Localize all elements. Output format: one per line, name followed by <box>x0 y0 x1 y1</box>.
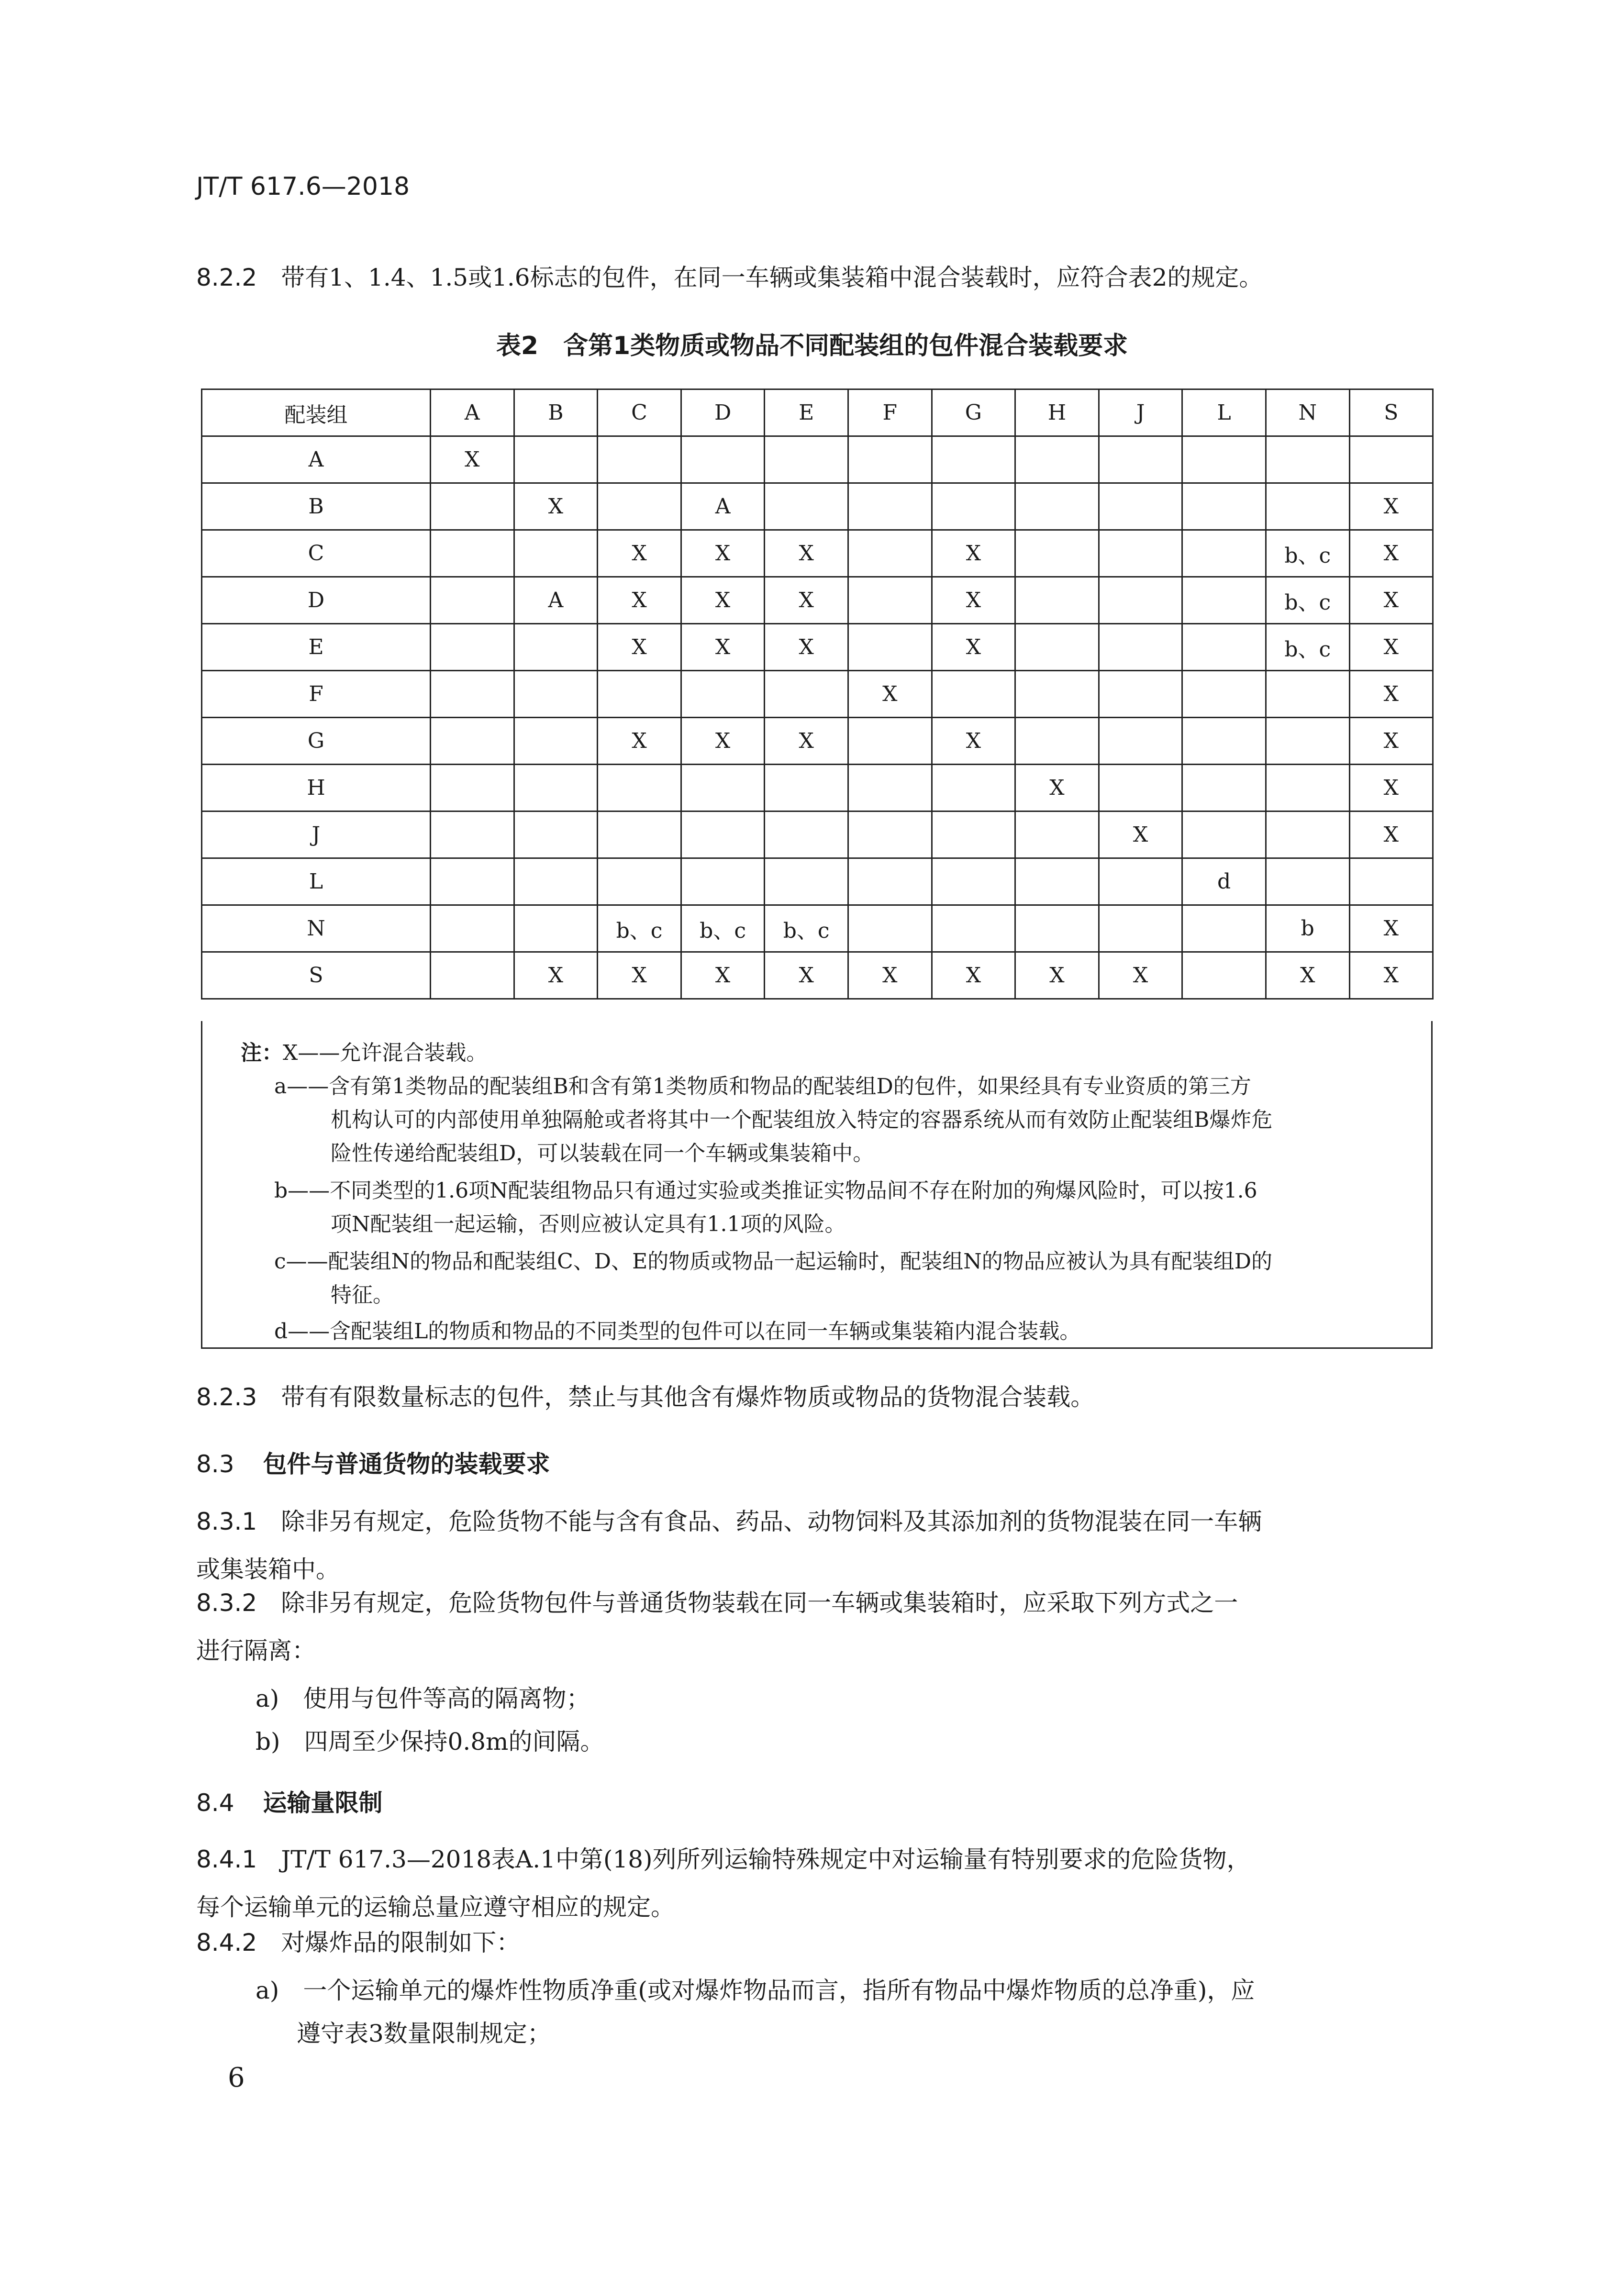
table-row <box>202 530 1433 577</box>
row-header: G <box>202 718 431 765</box>
table-row <box>202 811 1433 858</box>
table-cell <box>848 530 932 577</box>
table-cell <box>514 436 598 483</box>
table-cell <box>1266 436 1349 483</box>
table-cell <box>431 624 514 671</box>
table-cell <box>1099 718 1182 765</box>
table-cell: X <box>1266 952 1349 999</box>
table-cell <box>598 483 681 530</box>
table-cell: X <box>1349 624 1433 671</box>
clause-8-3-2-item-b: b) 四周至少保持0.8m的间隔。 <box>256 1728 604 1756</box>
table-cell <box>681 811 765 858</box>
table-cell <box>1015 718 1099 765</box>
table-cell <box>1099 624 1182 671</box>
column-header: G <box>932 389 1015 436</box>
table-cell <box>1015 905 1099 952</box>
table-cell: b、c <box>598 905 681 952</box>
table-cell <box>765 671 848 718</box>
table-cell <box>514 718 598 765</box>
column-header: N <box>1266 389 1349 436</box>
column-header: B <box>514 389 598 436</box>
table-cell <box>681 436 765 483</box>
table-cell: X <box>514 483 598 530</box>
table-cell <box>1015 671 1099 718</box>
clause-8-4-2-item-a-line2: 遵守表3数量限制规定； <box>297 2020 551 2047</box>
table-cell: X <box>932 624 1015 671</box>
note-a-line3: 险性传递给配装组D，可以装载在同一个车辆或集装箱中。 <box>331 1141 874 1166</box>
row-header: H <box>202 765 431 811</box>
table-cell: X <box>431 436 514 483</box>
table-cell <box>598 436 681 483</box>
table-cell: X <box>1349 905 1433 952</box>
table-cell <box>848 718 932 765</box>
table-cell <box>1182 952 1266 999</box>
table-cell <box>932 811 1015 858</box>
clause-8-3-2-item-a: a) 使用与包件等高的隔离物； <box>256 1685 590 1712</box>
note-c-line2: 特征。 <box>331 1283 394 1307</box>
table-cell <box>431 483 514 530</box>
table-cell <box>765 858 848 905</box>
table-cell <box>598 858 681 905</box>
note-b-line1: b——不同类型的1.6项N配装组物品只有通过实验或类推证实物品间不存在附加的殉爆风险时，可以按1.6 <box>274 1178 1257 1203</box>
table-row <box>202 765 1433 811</box>
row-header: J <box>202 811 431 858</box>
table-cell: X <box>765 718 848 765</box>
row-header: F <box>202 671 431 718</box>
table-cell: X <box>598 952 681 999</box>
table-cell <box>1349 436 1433 483</box>
table-cell: X <box>1349 765 1433 811</box>
table-cell <box>431 952 514 999</box>
table-cell <box>1182 671 1266 718</box>
table-cell: X <box>932 718 1015 765</box>
table-cell: A <box>681 483 765 530</box>
table-row <box>202 952 1433 999</box>
table-cell <box>1015 577 1099 624</box>
table-cell <box>1266 483 1349 530</box>
table-body <box>202 436 1433 999</box>
table-cell <box>1099 483 1182 530</box>
column-header: J <box>1099 389 1182 436</box>
row-header: S <box>202 952 431 999</box>
table-title: 表2 含第1类物质或物品不同配装组的包件混合装载要求 <box>496 332 1128 360</box>
table-cell <box>431 811 514 858</box>
table-cell <box>848 436 932 483</box>
table-cell: X <box>598 530 681 577</box>
table-cell <box>765 765 848 811</box>
table-row <box>202 671 1433 718</box>
table-cell <box>1015 483 1099 530</box>
table-cell: X <box>932 530 1015 577</box>
table-cell: b、c <box>1266 577 1349 624</box>
table-row <box>202 624 1433 671</box>
clause-8-4-2: 8.4.2 对爆炸品的限制如下： <box>196 1929 521 1956</box>
note-a-line2: 机构认可的内部使用单独隔舱或者将其中一个配装组放入特定的容器系统从而有效防止配装组B爆炸危 <box>331 1108 1273 1132</box>
table-cell: X <box>681 952 765 999</box>
table-cell <box>514 671 598 718</box>
table-cell: d <box>1182 858 1266 905</box>
table-cell: X <box>765 952 848 999</box>
table-cell: b、c <box>765 905 848 952</box>
table-cell <box>848 765 932 811</box>
row-header: D <box>202 577 431 624</box>
table-cell <box>1182 905 1266 952</box>
table-cell: X <box>681 530 765 577</box>
table-cell <box>681 858 765 905</box>
table-cell <box>431 858 514 905</box>
table-cell <box>1182 811 1266 858</box>
table-cell <box>431 905 514 952</box>
table-cell <box>1099 436 1182 483</box>
table-cell <box>681 765 765 811</box>
table-row <box>202 483 1433 530</box>
table-cell <box>1182 624 1266 671</box>
standard-code-header: JT/T 617.6—2018 <box>196 172 410 201</box>
table-cell <box>1182 718 1266 765</box>
table-cell <box>514 811 598 858</box>
row-header: N <box>202 905 431 952</box>
table-cell: X <box>765 577 848 624</box>
table-cell <box>1266 718 1349 765</box>
table-cell: X <box>1015 765 1099 811</box>
note-d-line1: d——含配装组L的物质和物品的不同类型的包件可以在同一车辆或集装箱内混合装载。 <box>274 1319 1081 1344</box>
table-cell <box>1182 765 1266 811</box>
table-row <box>202 718 1433 765</box>
table-cell <box>514 905 598 952</box>
table-cell <box>431 718 514 765</box>
table-cell: b、c <box>1266 530 1349 577</box>
table-cell <box>1266 671 1349 718</box>
table-cell <box>932 436 1015 483</box>
note-b-line2: 项N配装组一起运输，否则应被认定具有1.1项的风险。 <box>331 1212 846 1236</box>
note-c-line1: c——配装组N的物品和配装组C、D、E的物质或物品一起运输时，配装组N的物品应被认为具有配装组D的 <box>274 1249 1272 1274</box>
table-row <box>202 905 1433 952</box>
table-cell <box>848 483 932 530</box>
table-cell: X <box>598 624 681 671</box>
table-cell <box>932 858 1015 905</box>
table-cell: b、c <box>1266 624 1349 671</box>
table-cell: X <box>1015 952 1099 999</box>
table-cell <box>1015 624 1099 671</box>
table-cell <box>932 905 1015 952</box>
table-cell <box>765 483 848 530</box>
column-header: E <box>765 389 848 436</box>
table-cell: X <box>681 624 765 671</box>
corner-header: 配装组 <box>202 389 431 436</box>
table-cell: X <box>681 718 765 765</box>
heading-8-3: 8.3 包件与普通货物的装载要求 <box>196 1450 550 1478</box>
table-cell: X <box>1099 952 1182 999</box>
table-cell: X <box>1349 718 1433 765</box>
column-header: H <box>1015 389 1099 436</box>
table-cell <box>1099 905 1182 952</box>
table-cell <box>932 765 1015 811</box>
table-cell <box>1099 765 1182 811</box>
table-cell: X <box>1349 577 1433 624</box>
clause-8-2-2 <box>196 254 1450 301</box>
table-cell <box>431 671 514 718</box>
table-cell <box>765 436 848 483</box>
table-cell <box>1266 765 1349 811</box>
table-cell: X <box>932 952 1015 999</box>
table-cell: X <box>1349 530 1433 577</box>
table-cell: X <box>1349 671 1433 718</box>
table-cell: X <box>848 671 932 718</box>
table-cell <box>1015 436 1099 483</box>
table-cell <box>848 858 932 905</box>
table-cell: X <box>765 624 848 671</box>
table-cell <box>848 905 932 952</box>
table-cell: X <box>514 952 598 999</box>
table-cell <box>1099 858 1182 905</box>
row-header: E <box>202 624 431 671</box>
table-cell: X <box>1349 483 1433 530</box>
column-header: D <box>681 389 765 436</box>
table-row <box>202 577 1433 624</box>
table-cell <box>848 624 932 671</box>
clause-8-2-3: 8.2.3 带有有限数量标志的包件，禁止与其他含有爆炸物质或物品的货物混合装载。 <box>196 1383 1095 1411</box>
table-cell: A <box>514 577 598 624</box>
table-cell <box>1015 530 1099 577</box>
table-notes <box>201 1021 1433 1349</box>
note-a-line1: a——含有第1类物品的配装组B和含有第1类物质和物品的配装组D的包件，如果经具有专业资质的第三方 <box>274 1074 1251 1099</box>
table-cell <box>1099 671 1182 718</box>
row-header: L <box>202 858 431 905</box>
heading-8-4: 8.4 运输量限制 <box>196 1789 383 1817</box>
table-cell: b <box>1266 905 1349 952</box>
table-cell <box>1099 577 1182 624</box>
clause-number: 8.2.2 <box>196 264 257 291</box>
table-cell <box>1182 530 1266 577</box>
table-cell <box>598 765 681 811</box>
column-header: F <box>848 389 932 436</box>
table-row <box>202 436 1433 483</box>
clause-8-4-1: 8.4.1 JT/T 617.3—2018表A.1中第(18)列所列运输特殊规定中对运输量有特别要求的危险货物， 每个运输单元的运输总量应遵守相应的规定。 <box>196 1845 1251 1921</box>
table-cell: X <box>848 952 932 999</box>
table-cell <box>932 483 1015 530</box>
page-number: 6 <box>228 2062 245 2093</box>
table-cell <box>848 577 932 624</box>
table-cell: b、c <box>681 905 765 952</box>
table-cell <box>1266 811 1349 858</box>
table-row <box>202 858 1433 905</box>
column-header: C <box>598 389 681 436</box>
table-cell <box>431 530 514 577</box>
clause-8-3-2: 8.3.2 除非另有规定，危险货物包件与普通货物装载在同一车辆或集装箱时，应采取下列方式之一 进行隔离： <box>196 1589 1238 1665</box>
table-cell <box>1015 811 1099 858</box>
column-header: S <box>1349 389 1433 436</box>
table-cell: X <box>598 718 681 765</box>
note-x: 注：X——允许混合装载。 <box>241 1041 488 1065</box>
table-header-row <box>202 389 1433 436</box>
table-cell <box>431 577 514 624</box>
clause-8-3-1: 8.3.1 除非另有规定，危险货物不能与含有食品、药品、动物饲料及其添加剂的货物混装在同一车辆 或集装箱中。 <box>196 1508 1262 1583</box>
table-cell <box>1099 530 1182 577</box>
table-cell <box>765 811 848 858</box>
table-cell: X <box>598 577 681 624</box>
clause-8-4-2-item-a-line1: a) 一个运输单元的爆炸性物质净重(或对爆炸物品而言，指所有物品中爆炸物质的总净重)，应 <box>256 1977 1255 2004</box>
table-cell <box>1266 858 1349 905</box>
table-cell: X <box>681 577 765 624</box>
row-header: B <box>202 483 431 530</box>
table-cell: X <box>932 577 1015 624</box>
table-cell <box>848 811 932 858</box>
table-cell <box>514 765 598 811</box>
table-cell <box>514 858 598 905</box>
column-header: A <box>431 389 514 436</box>
table-cell: X <box>765 530 848 577</box>
table-cell <box>1182 483 1266 530</box>
table-cell <box>1182 436 1266 483</box>
table-cell <box>681 671 765 718</box>
table-cell <box>431 765 514 811</box>
clause-text: 带有1、1.4、1.5或1.6标志的包件，在同一车辆或集装箱中混合装载时，应符合表2的规定。 <box>281 264 1263 291</box>
row-header: C <box>202 530 431 577</box>
table-cell: X <box>1099 811 1182 858</box>
table-cell: X <box>1349 811 1433 858</box>
table-cell: X <box>1349 952 1433 999</box>
mixing-table <box>201 389 1434 1000</box>
table-cell <box>932 671 1015 718</box>
table-cell <box>1015 858 1099 905</box>
table-cell <box>1182 577 1266 624</box>
table-cell <box>1349 858 1433 905</box>
table-cell <box>598 811 681 858</box>
table-cell <box>514 530 598 577</box>
row-header: A <box>202 436 431 483</box>
table-cell <box>598 671 681 718</box>
table-cell <box>514 624 598 671</box>
column-header: L <box>1182 389 1266 436</box>
